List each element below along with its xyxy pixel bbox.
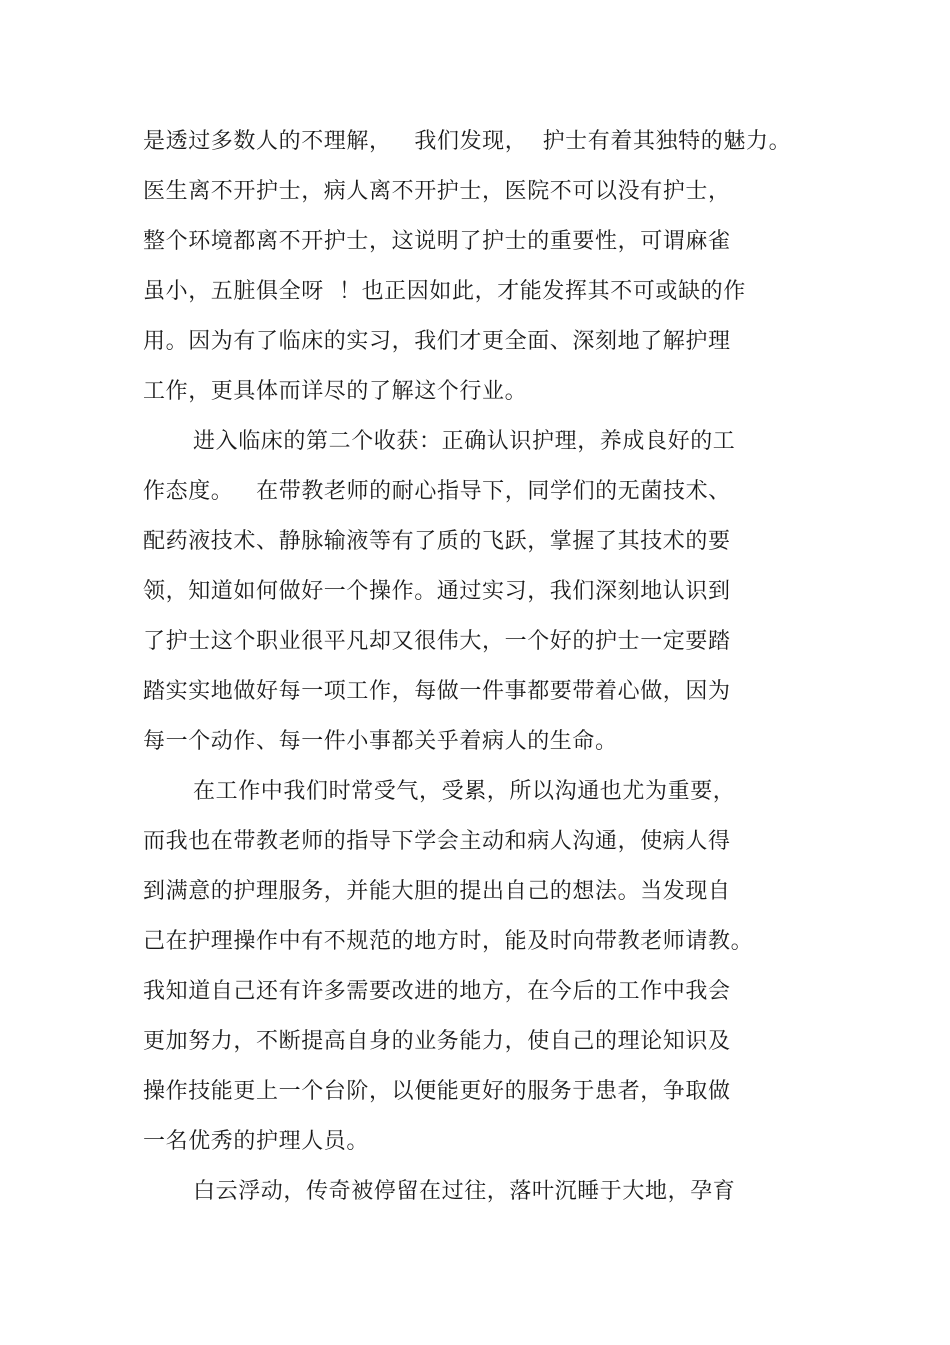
paragraph-start-line: 进入临床的第二个收获：正确认识护理，养成良好的工 [193,429,736,454]
text-line: 而我也在带教老师的指导下学会主动和病人沟通，使病人得 [143,829,731,854]
text-line: 工作，更具体而详尽的了解这个行业。 [143,379,528,404]
text-line: 一名优秀的护理人员。 [143,1129,370,1154]
text-line: 是透过多数人的不理解， 我们发现， 护士有着其独特的魅力。 [143,129,792,154]
text-line: 整个环境都离不开护士，这说明了护士的重要性，可谓麻雀 [143,229,731,254]
text-line: 用。因为有了临床的实习，我们才更全面、深刻地了解护理 [143,329,731,354]
paragraph-start-line: 白云浮动，传奇被停留在过往，落叶沉睡于大地，孕育 [193,1179,736,1204]
text-line: 了护士这个职业很平凡却又很伟大，一个好的护士一定要踏 [143,629,731,654]
text-line: 到满意的护理服务，并能大胆的提出自己的想法。当发现自 [143,879,731,904]
text-line: 踏实实地做好每一项工作，每做一件事都要带着心做，因为 [143,679,731,704]
text-line: 己在护理操作中有不规范的地方时，能及时向带教老师请教。 [143,929,754,954]
paragraph-start-line: 在工作中我们时常受气，受累，所以沟通也尤为重要， [193,779,736,804]
text-line: 我知道自己还有许多需要改进的地方，在今后的工作中我会 [143,979,731,1004]
text-line: 作态度。 在带教老师的耐心指导下，同学们的无菌技术、 [143,479,731,504]
text-line: 医生离不开护士，病人离不开护士，医院不可以没有护士， [143,179,731,204]
text-line: 领，知道如何做好一个操作。通过实习，我们深刻地认识到 [143,579,731,604]
text-line: 更加努力，不断提高自身的业务能力，使自己的理论知识及 [143,1029,731,1054]
text-line: 虽小，五脏俱全呀 ！也正因如此，才能发挥其不可或缺的作 [143,279,746,304]
text-line: 每一个动作、每一件小事都关乎着病人的生命。 [143,729,618,754]
text-line: 操作技能更上一个台阶，以便能更好的服务于患者，争取做 [143,1079,731,1104]
text-line: 配药液技术、静脉输液等有了质的飞跃，掌握了其技术的要 [143,529,731,554]
